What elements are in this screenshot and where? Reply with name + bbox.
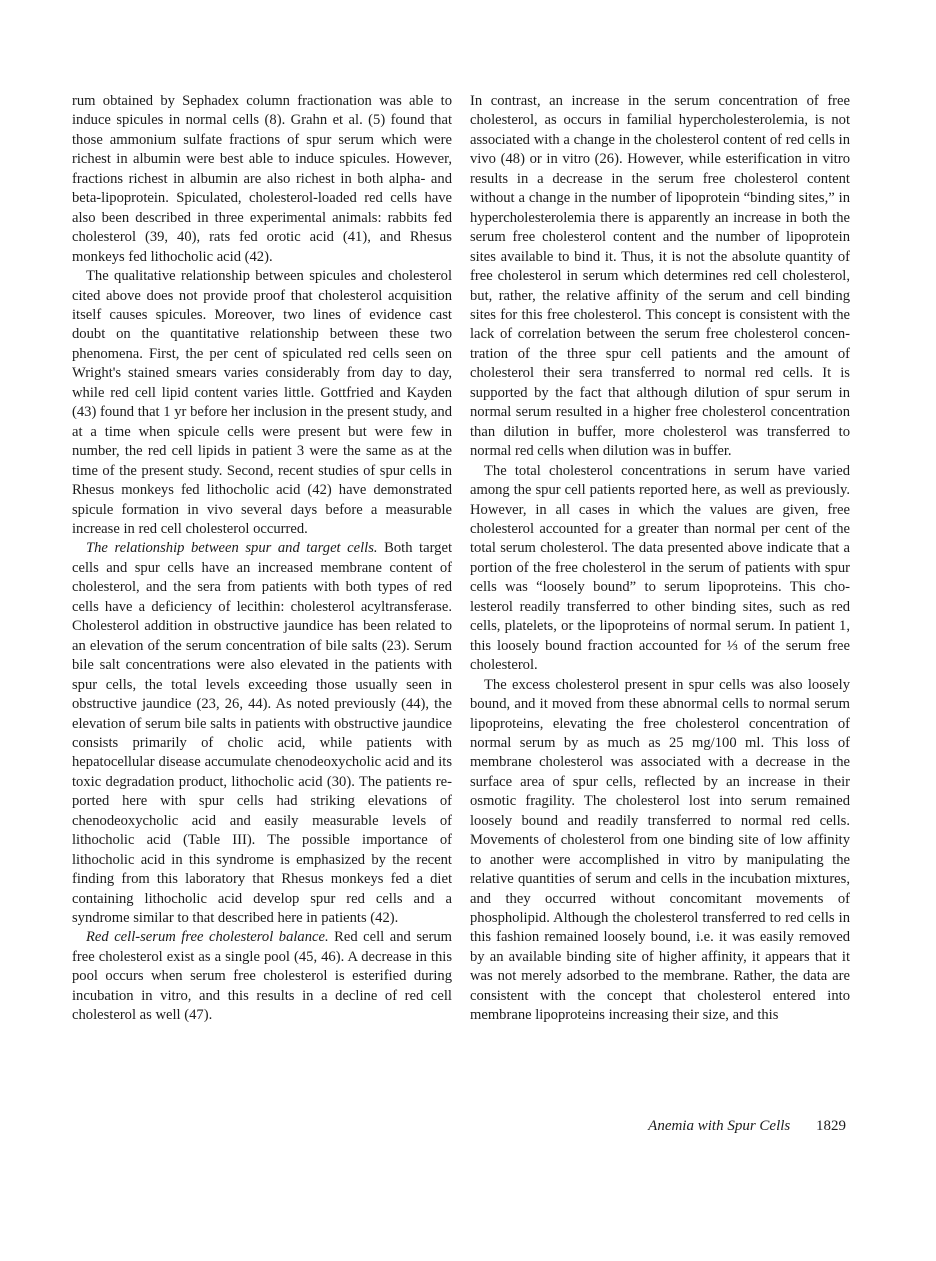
left-column [72,92,452,1026]
right-column [470,92,850,1026]
paragraph [72,539,452,928]
page-footer [470,1118,846,1135]
paragraph: The qualitative relationship between spicules and cholesterol cited above does not provide proof that cholesterol acquisition itself causes spicules. Moreover, two lines of evidence cast doubt on the quantitative relationship between these two phenomena. First, the per cent of spiculated red cells seen on Wright's stained smears varies considerably from day to day, while red cell lipid content varies little. Gottfried and Kayden (43) found that 1 yr before her inclusion in the present study, and at a time when spicule cells were present but were few in number, the red cell lipids in patient 3 were the same as at the time of the present study. Second, recent studies of spur cells in Rhesus monkeys fed lithocholic acid (42) have demonstrated spicule formation in vivo several days before a measurable increase in red cell cholesterol occurred. [72,268,452,537]
paragraph: The total cholesterol concentrations in serum have varied among the spur cell patients reported here, as well as previously. However, in all cases in which the values are given, free cholesterol accounted for a greater than normal per cent of the total serum cholesterol. The data presented above indicate that a portion of the free cholesterol in the serum of patients with spur cells was “loosely bound” to serum lipoproteins. This cholesterol readily transferred to other binding sites, such as red cells, platelets, or the lipoproteins of normal serum. In patient 1, this loosely bound fraction accounted for ⅓ of the serum free cholesterol. [470,462,850,674]
paragraph: The excess cholesterol present in spur cells was also loosely bound, and it moved from these abnormal cells to normal serum lipoproteins, elevating the free cholesterol concentration of normal serum by as much as 25 mg/100 ml. This loss of membrane cholesterol was associated with a decrease in the surface area of spur cells, reflected by an increase in their osmotic fragility. The cholesterol lost into serum remained loosely bound and readily transferred to normal red cells. Movements of cholesterol from one binding site of low affinity to another were accomplished in vitro by manipulating the relative quantities of serum and cells in the incubation mixtures, and they occurred without concomitant movements of phospholipid. Although the cholesterol transferred to red cells in this fashion remained loosely bound, i.e. it was easily removed by an available binding site of higher affinity, it appears that it was not merely adsorbed to the membrane. Rather, the data are consistent with the concept that cholesterol entered into membrane lipoproteins increasing their size, and this [470,676,850,1024]
section-heading: Red cell-serum free cholesterol balance. [86,929,329,946]
paragraph: In contrast, an increase in the serum concentration of free cholesterol, as occurs in familial hypercholesterolemia, is not associated with a change in the cholesterol content of red cells in vivo (48) or in vitro (26). However, while esterification in vitro results in a decrease in the serum free cholesterol content without a change in the number of lipoprotein “binding sites,” in hypercholesterolemia there is apparently an increase in both the serum free cholesterol content and the number of lipoprotein sites available to bind it. Thus, it is not the absolute quantity of free cholesterol in serum which determines red cell cholesterol, but, rather, the relative affinity of the serum and cell binding sites for this free cholesterol. This concept is consistent with the lack of correlation between the serum free cholesterol concentration of the three spur cell patients and the amount of cholesterol their sera transferred to normal red cells. It is supported by the fact that although dilution of spur serum in normal serum resulted in a higher free cholesterol concentration than dilution in buffer, more cholesterol was transferred to normal red cells when dilution was in buffer. [470,93,850,460]
running-title: Anemia with Spur Cells [648,1118,791,1134]
paragraph-text: Red cell and serum free cholesterol exist as a single pool (45, 46). A decrease in this pool occurs when serum free cholesterol is esterified during incubation in vitro, and this results in a decline of red cell cholesterol as well (47). [72,929,452,1024]
paragraph-text: Both target cells and spur cells have an increased membrane content of cholesterol, and the sera from patients with both types of red cells have a deficiency of lecithin: cholesterol acyltransferase. Cholesterol addition in obstructive jaundice has been related to an elevation of the serum concentration of bile salts (23). Serum bile salt concentrations were also elevated in the patients with spur cells, the total levels exceeding those usually seen in obstructive jaundice (23, 26, 44). As noted previously (44), the elevation of serum bile salts in patients with obstructive jaundice consists primarily of cholic acid, while patients with hepatocellular disease accumulate chenodeoxycholic acid and its toxic degradation product, lithocholic acid (30). The patients reported here with spur cells had striking elevations of chenodeoxycholic acid and easily measurable levels of lithocholic acid (Table III). The possible importance of lithocholic acid in this syndrome is emphasized by the recent finding from this laboratory that Rhesus monkeys fed a diet containing lithocholic acid develop spur red cells and a syndrome similar to that described here in patients (42). [72,540,452,927]
page-number: 1829 [816,1118,846,1134]
section-heading: The relationship between spur and target cells. [86,540,378,557]
paragraph: rum obtained by Sephadex column fractionation was able to induce spicules in normal cells (8). Grahn et al. (5) found that those ammonium sulfate fractions of spur serum which were richest in albumin were best able to induce spicules. However, fractions richest in albumin are also richest in both alpha- and beta-lipoprotein. Spiculated, cholesterol-loaded red cells have also been described in three experimental animals: rabbits fed cholesterol (39, 40), rats fed orotic acid (41), and Rhesus monkeys fed lithocholic acid (42). [72,93,452,265]
paragraph [72,928,452,1025]
